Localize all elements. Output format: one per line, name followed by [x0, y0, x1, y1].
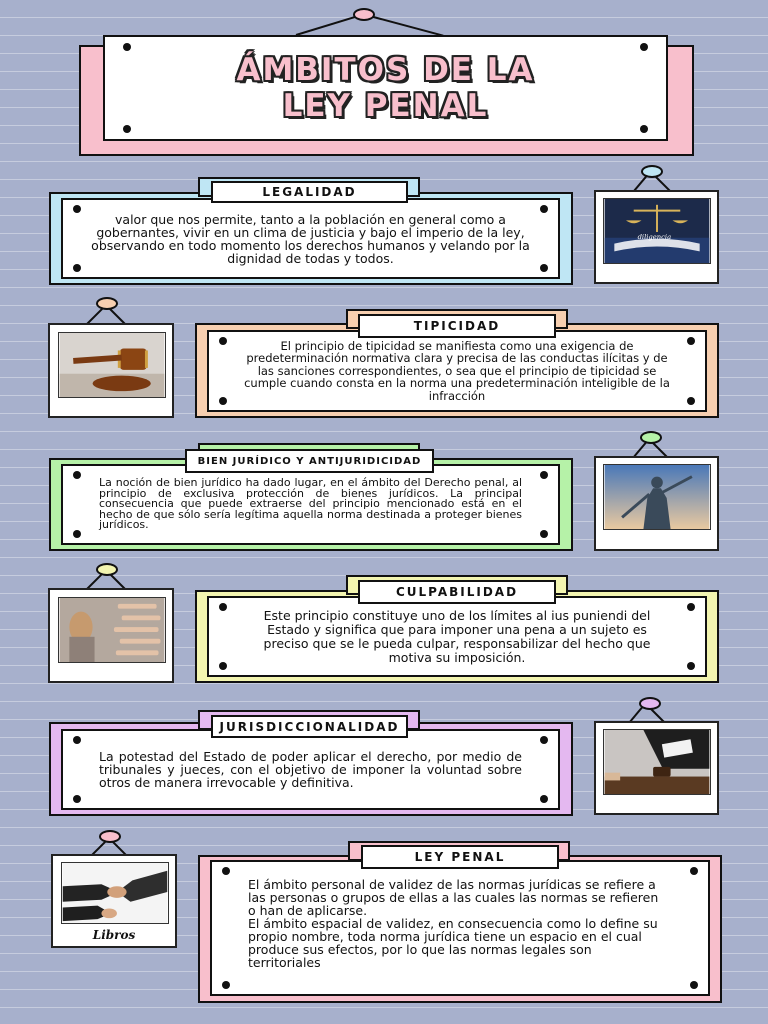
tipicidad-text: El principio de tipicidad se manifiesta como una exigencia de predeterminación normativa clara y precisa de las conductas ilícitas y de las sanciones correspondientes, o sea que el principio de tipicidad se cumple cuando consta en la norma una predeterminación inteligible de la infracción — [244, 338, 670, 403]
culpabilidad-text: Este principio constituye uno de los límites al ius puniendi del Estado y significa que para imponer una pena a un sujeto es preciso que se le pueda culpar, responsabilizar del hecho que motiva su imposición. — [263, 607, 651, 665]
lady-justice-statue-icon — [603, 464, 711, 530]
culpabilidad-heading: CULPABILIDAD — [358, 580, 556, 604]
judge-gavel-icon — [603, 729, 711, 795]
legalidad-text: valor que nos permite, tanto a la población en general como a gobernantes, vivir en un clima de justicia y bajo el imperio de la ley, observando en todo momento los derechos humanos y velando por la dignidad de todas y todos. — [91, 211, 530, 266]
bien-juridico-card — [61, 464, 560, 545]
bien-juridico-heading: BIEN JURÍDICO Y ANTIJURIDICIDAD — [185, 449, 434, 473]
ley-penal-paragraph-2: El ámbito espacial de validez, en consecuencia como lo define su propio nombre, toda norma jurídica tiene un espacio en el cual produce sus efectos, por lo que las normas legales son territoriales — [248, 916, 658, 970]
jurisdiccionalidad-text: La potestad del Estado de poder aplicar el derecho, por medio de tribunales y jueces, con el objetivo de imponer la voluntad sobre otros de manera irrevocable y definitiva. — [99, 749, 522, 790]
jurisdiccionalidad-card — [61, 729, 560, 810]
culpabilidad-card — [207, 596, 707, 677]
handshake-icon — [61, 862, 169, 924]
tipicidad-heading: TIPICIDAD — [358, 314, 556, 338]
ley-penal-text — [212, 862, 708, 969]
bien-juridico-text: La noción de bien jurídico ha dado lugar, en el ámbito del Derecho penal, al principio de exclusiva protección de bienes jurídicos. La principal consecuencia que puede extraerse del principio mencionado está en el hecho de que sólo sería legítima aquella norma destinada a proteger bienes jurídicos. — [99, 476, 522, 532]
jurisdiccionalidad-photo-frame — [594, 721, 719, 815]
legalidad-heading: LEGALIDAD — [211, 181, 408, 203]
tipicidad-photo-frame — [48, 323, 174, 418]
scales-of-justice-icon — [603, 198, 711, 264]
ley-penal-card — [210, 860, 710, 996]
ley-penal-photo-caption: Libros — [92, 928, 136, 942]
ley-penal-photo-frame — [51, 854, 177, 948]
title-card — [103, 35, 668, 141]
ley-penal-heading: LEY PENAL — [361, 845, 559, 869]
page-title: ÁMBITOS DE LA LEY PENAL — [236, 52, 535, 124]
tipicidad-card — [207, 330, 707, 412]
svg-text:diligencia: diligencia — [637, 232, 672, 241]
culpabilidad-photo-frame — [48, 588, 174, 683]
legalidad-photo-frame — [594, 190, 719, 284]
jurisdiccionalidad-heading: JURISDICCIONALIDAD — [211, 715, 408, 738]
title-hanger-ring — [353, 8, 375, 21]
pointing-fingers-icon — [58, 597, 166, 663]
ley-penal-paragraph-1: El ámbito personal de validez de las normas jurídicas se refiere a las personas o grupos de ellas a las cuales las normas se refieren o han de aplicarse. — [248, 877, 659, 918]
bien-juridico-photo-frame — [594, 456, 719, 551]
gavel-icon — [58, 332, 166, 398]
legalidad-card — [61, 198, 560, 279]
